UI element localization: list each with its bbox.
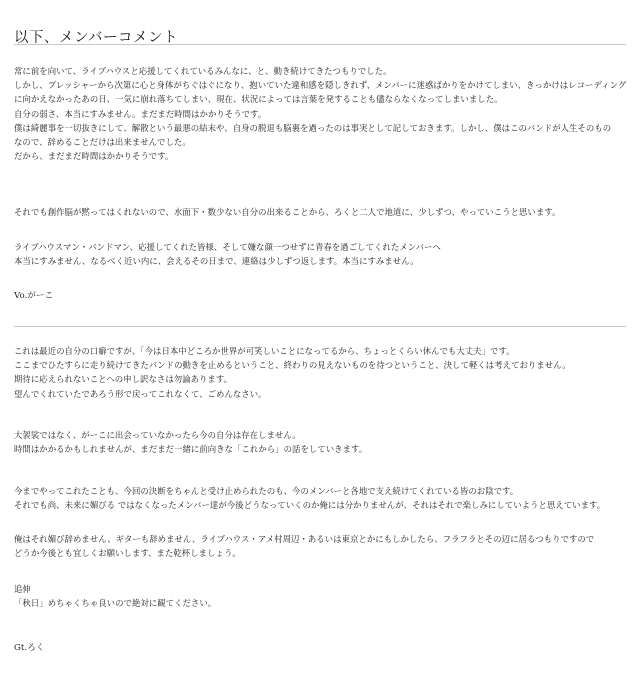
text-line: 「秋日」めちゃくちゃ良いので絶対に観てください。: [14, 598, 217, 609]
guitar-comment-paragraph-4: [14, 532, 626, 560]
text-line: ライブハウスマン・バンドマン、応援してくれた皆様、そして嫌な顔一つせずに青春を過ごしてくれたメンバーへ: [14, 242, 441, 252]
vocal-signature: Vo.がーこ: [14, 291, 54, 301]
vocal-comment-paragraph-3: [14, 240, 626, 268]
vocal-signature-block: [14, 289, 626, 303]
text-line: ここまでひたすらに走り続けてきたバンドの動きを止めるということ、終わりの見えないものを待つということ、決して軽くは考えておりません。: [14, 360, 571, 371]
guitar-comment-paragraph-1: [14, 344, 626, 401]
text-line: 期待に応えられないことへの申し訳なさは勿論あります。: [14, 374, 233, 385]
text-line: どうか今後とも宜しくお願いします、また乾杯しましょう。: [14, 548, 241, 559]
text-line: 常に前を向いて、ライブハウスと応援してくれているみんなに、と、動き続けてきたつもりでした。: [14, 66, 392, 76]
text-line: しかし、プレッシャーから次第に心と身体がちぐはぐになり、抱いていた違和感を隠しきれず、メンバーに迷惑ばかりをかけてしまい、きっかけはレコーディング: [14, 80, 626, 91]
text-line: だから、まだまだ時間はかかりそうです。: [14, 151, 174, 162]
guitar-signature: Gt.ろく: [14, 643, 45, 653]
text-line: なので、辞めることだけは出来ませんでした。: [14, 136, 191, 147]
text-line: それでも尚、未来に媚びる ではなくなったメンバー達が今後どうなっていくのか俺には分かりませんが、それはそれで楽しみにしていようと思えています。: [14, 500, 606, 511]
guitar-comment-paragraph-2: [14, 428, 626, 456]
text-line: 自分の弱さ、本当にすみません。まだまだ時間はかかりそうです。: [14, 108, 267, 119]
page-title: 以下、メンバーコメント: [14, 30, 178, 46]
guitar-signature-block: [14, 641, 626, 655]
text-line: これは最近の自分の口癖ですが、「今は日本中どころか世界が可笑しいことになってるから、ちょっとくらい休んでも大丈夫」です。: [14, 346, 515, 356]
section-divider: [14, 326, 626, 327]
vocal-comment-paragraph-2: [14, 205, 626, 219]
title-divider: [14, 44, 626, 45]
guitar-postscript: [14, 582, 626, 610]
text-line: に向かえなかったあの日、一気に崩れ落ちてしまい、現在、状況によっては言葉を発することも儘ならなくなってしまいました。: [14, 94, 503, 105]
text-line: 望んでくれていたであろう形で戻ってこれなくて、ごめんなさい。: [14, 388, 267, 399]
postscript-label: 追伸: [14, 584, 31, 594]
text-line: 今までやってこれたことも、今回の決断をちゃんと受け止められたのも、今のメンバーと各地で支え続けてくれている皆のお陰です。: [14, 486, 519, 496]
guitar-comment-paragraph-3: [14, 484, 626, 512]
vocal-comment-paragraph-1: [14, 64, 626, 163]
text-line: 大袈裟ではなく、がーこに出会っていなかったら今の自分は存在しません。: [14, 430, 301, 440]
text-line: 僕は綺麗事を一切抜きにして、解散という最悪の結末や、自身の脱退も脳裏を過ったのは事実として記しておきます。しかし、僕はこのバンドが人生そのもの: [14, 122, 612, 133]
text-line: それでも創作脳が黙ってはくれないので、水面下・数少ない自分の出来ることから、ろくと二人で地道に、少しずつ、やっていこうと思います。: [14, 207, 561, 217]
text-line: 時間はかかるかもしれませんが、まだまだ一緒に前向きな「これから」の話をしていきます。: [14, 444, 368, 455]
text-line: 俺はそれ媚び辞めません、ギターも辞めません、ライブハウス・アメ村周辺・あるいは東京とかにもしかしたら、フラフラとその辺に居るつもりですので: [14, 534, 595, 544]
text-line: 本当にすみません、なるべく近い内に、会えるその日まで、連絡は少しずつ返します。本当にすみません。: [14, 256, 419, 267]
